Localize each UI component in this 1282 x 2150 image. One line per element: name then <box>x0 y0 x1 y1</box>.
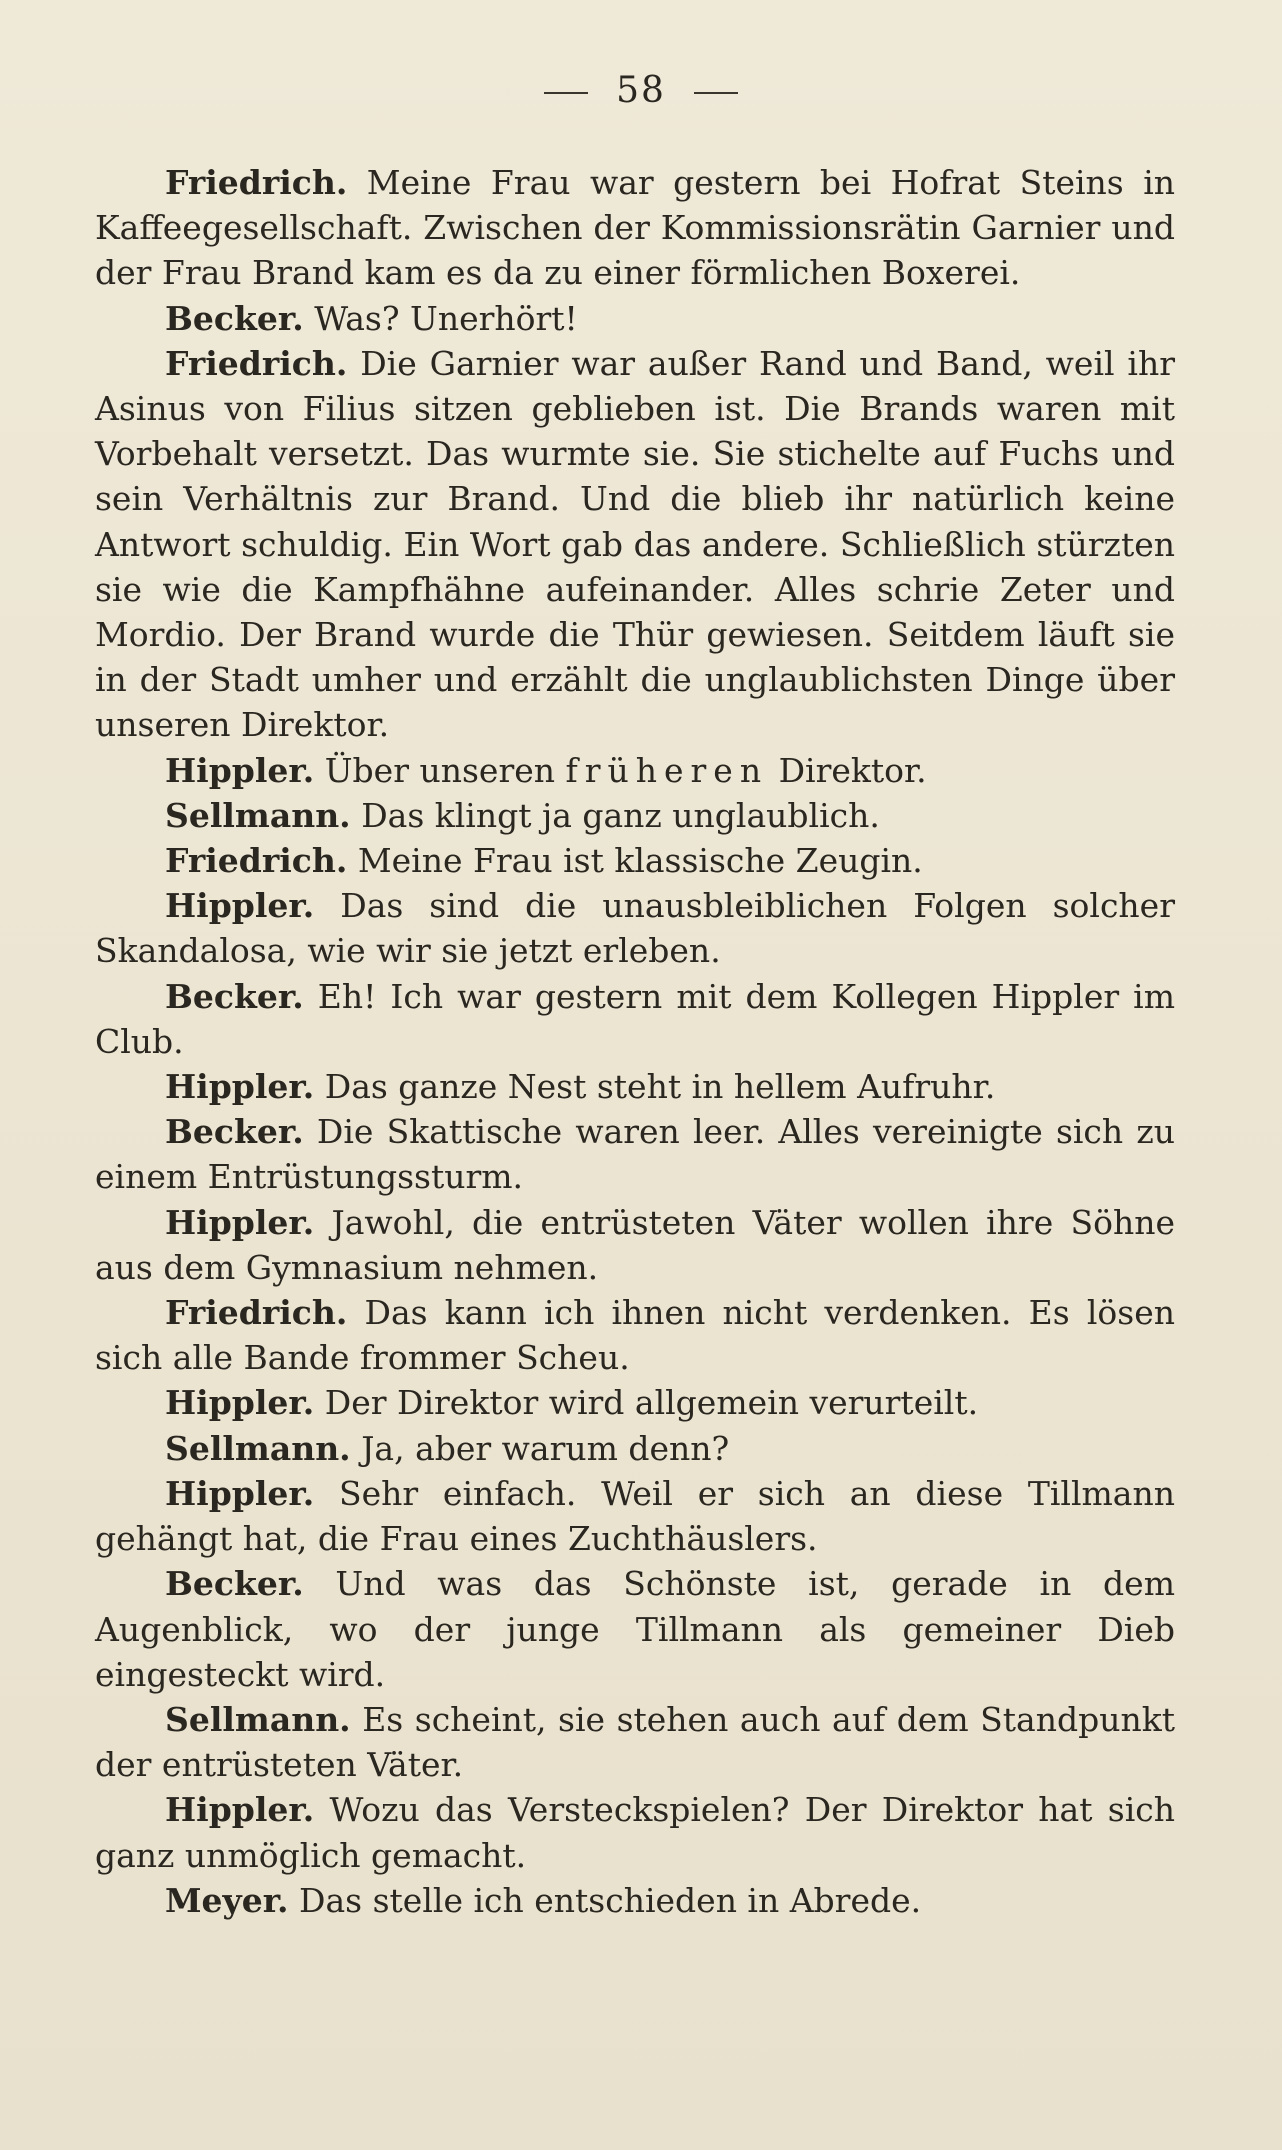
dialogue-line <box>95 1561 1175 1697</box>
dialogue-text: Die Skattische waren leer. Alles vereinigte sich zu einem Entrüstungssturm. <box>95 1112 1175 1197</box>
dialogue-text: Das sind die unausbleiblichen Folgen solcher Skandalosa, wie wir sie jetzt erleben. <box>95 886 1175 971</box>
dialogue-line <box>95 1380 1175 1425</box>
speaker-name: Sellmann. <box>165 795 351 835</box>
dialogue-line <box>95 160 1175 296</box>
speaker-name: Becker. <box>165 1564 304 1604</box>
dialogue-text: Es scheint, sie stehen auch auf dem Standpunkt der entrüsteten Väter. <box>95 1699 1175 1785</box>
dialogue-line <box>95 1697 1175 1787</box>
dialogue-text: Und was das Schönste ist, gerade in dem Augenblick, wo der junge Tillmann als gemeiner Dieb eingesteckt wird. <box>95 1564 1175 1694</box>
dialogue-line <box>95 838 1175 883</box>
header-dash-right <box>694 92 738 94</box>
speaker-name: Hippler. <box>165 750 315 790</box>
dialogue-text: Wozu das Versteckspielen? Der Direktor hat sich ganz unmöglich gemacht. <box>95 1790 1175 1875</box>
dialogue-line <box>95 1426 1175 1471</box>
dialogue-text: Direktor. <box>768 750 927 790</box>
dialogue-line <box>95 296 1175 341</box>
speaker-name: Friedrich. <box>165 343 348 383</box>
dialogue-line <box>95 1878 1175 1923</box>
dialogue-text: Die Garnier war außer Rand und Band, weil ihr Asinus von Filius sitzen geblieben ist. Die Brands waren mit Vorbehalt versetzt. Das wurmte sie. Sie stichelte auf Fuchs und sein Verhältnis zur Brand. Und die blieb ihr natürlich keine Antwort schuldig. Ein Wort gab das andere. Schließlich stürzten sie wie die Kampfhähne aufeinander. Alles schrie Zeter und Mordio. Der Brand wurde die Thür gewiesen. Seitdem läuft sie in der Stadt umher und erzählt die unglaublichsten Dinge über unseren Direktor. <box>95 343 1175 745</box>
dialogue-line <box>95 1064 1175 1109</box>
page-number: 58 <box>616 70 666 111</box>
dialogue-line <box>95 883 1175 973</box>
page-header <box>0 70 1282 111</box>
speaker-name: Friedrich. <box>165 1293 348 1333</box>
dialogue-text: Das ganze Nest steht in hellem Aufruhr. <box>324 1067 996 1107</box>
emphasis-text: früheren <box>565 750 769 790</box>
dialogue-line <box>95 341 1175 748</box>
speaker-name: Hippler. <box>165 1473 315 1513</box>
dialogue-text: Meine Frau war gestern bei Hofrat Steins in Kaffeegesellschaft. Zwischen der Kommissionsrätin Garnier und der Frau Brand kam es da zu einer förmlichen Boxerei. <box>95 163 1175 293</box>
speaker-name: Becker. <box>165 976 304 1016</box>
play-dialogue <box>95 160 1175 1923</box>
dialogue-text: Ja, aber warum denn? <box>361 1428 730 1468</box>
dialogue-text: Das klingt ja ganz unglaublich. <box>361 795 880 835</box>
speaker-name: Meyer. <box>165 1880 289 1920</box>
dialogue-line <box>95 1200 1175 1290</box>
speaker-name: Becker. <box>165 1112 304 1152</box>
dialogue-line <box>95 1471 1175 1561</box>
dialogue-text: Jawohl, die entrüsteten Väter wollen ihre Söhne aus dem Gymnasium nehmen. <box>95 1202 1175 1287</box>
dialogue-text: Was? Unerhört! <box>314 298 578 338</box>
dialogue-line <box>95 1787 1175 1877</box>
dialogue-line <box>95 793 1175 838</box>
speaker-name: Becker. <box>165 298 304 338</box>
dialogue-line <box>95 974 1175 1064</box>
speaker-name: Hippler. <box>165 1202 315 1242</box>
speaker-name: Hippler. <box>165 1383 315 1423</box>
dialogue-text: Das stelle ich entschieden in Abrede. <box>299 1880 922 1920</box>
speaker-name: Friedrich. <box>165 163 348 202</box>
dialogue-text: Eh! Ich war gestern mit dem Kollegen Hippler im Club. <box>95 976 1175 1061</box>
speaker-name: Hippler. <box>165 1067 315 1107</box>
dialogue-line <box>95 1290 1175 1380</box>
dialogue-text: Meine Frau ist klassische Zeugin. <box>357 841 923 881</box>
header-dash-left <box>544 92 588 94</box>
speaker-name: Friedrich. <box>165 841 348 881</box>
speaker-name: Hippler. <box>165 1790 315 1830</box>
dialogue-text: Über unseren <box>324 750 566 790</box>
dialogue-text: Sehr einfach. Weil er sich an diese Tillmann gehängt hat, die Frau eines Zuchthäuslers. <box>95 1473 1175 1559</box>
dialogue-line <box>95 1109 1175 1199</box>
dialogue-line <box>95 748 1175 793</box>
speaker-name: Hippler. <box>165 886 315 926</box>
dialogue-text: Das kann ich ihnen nicht verdenken. Es lösen sich alle Bande frommer Scheu. <box>95 1293 1175 1378</box>
speaker-name: Sellmann. <box>165 1699 351 1739</box>
dialogue-text: Der Direktor wird allgemein verurteilt. <box>324 1383 979 1423</box>
speaker-name: Sellmann. <box>165 1428 351 1468</box>
